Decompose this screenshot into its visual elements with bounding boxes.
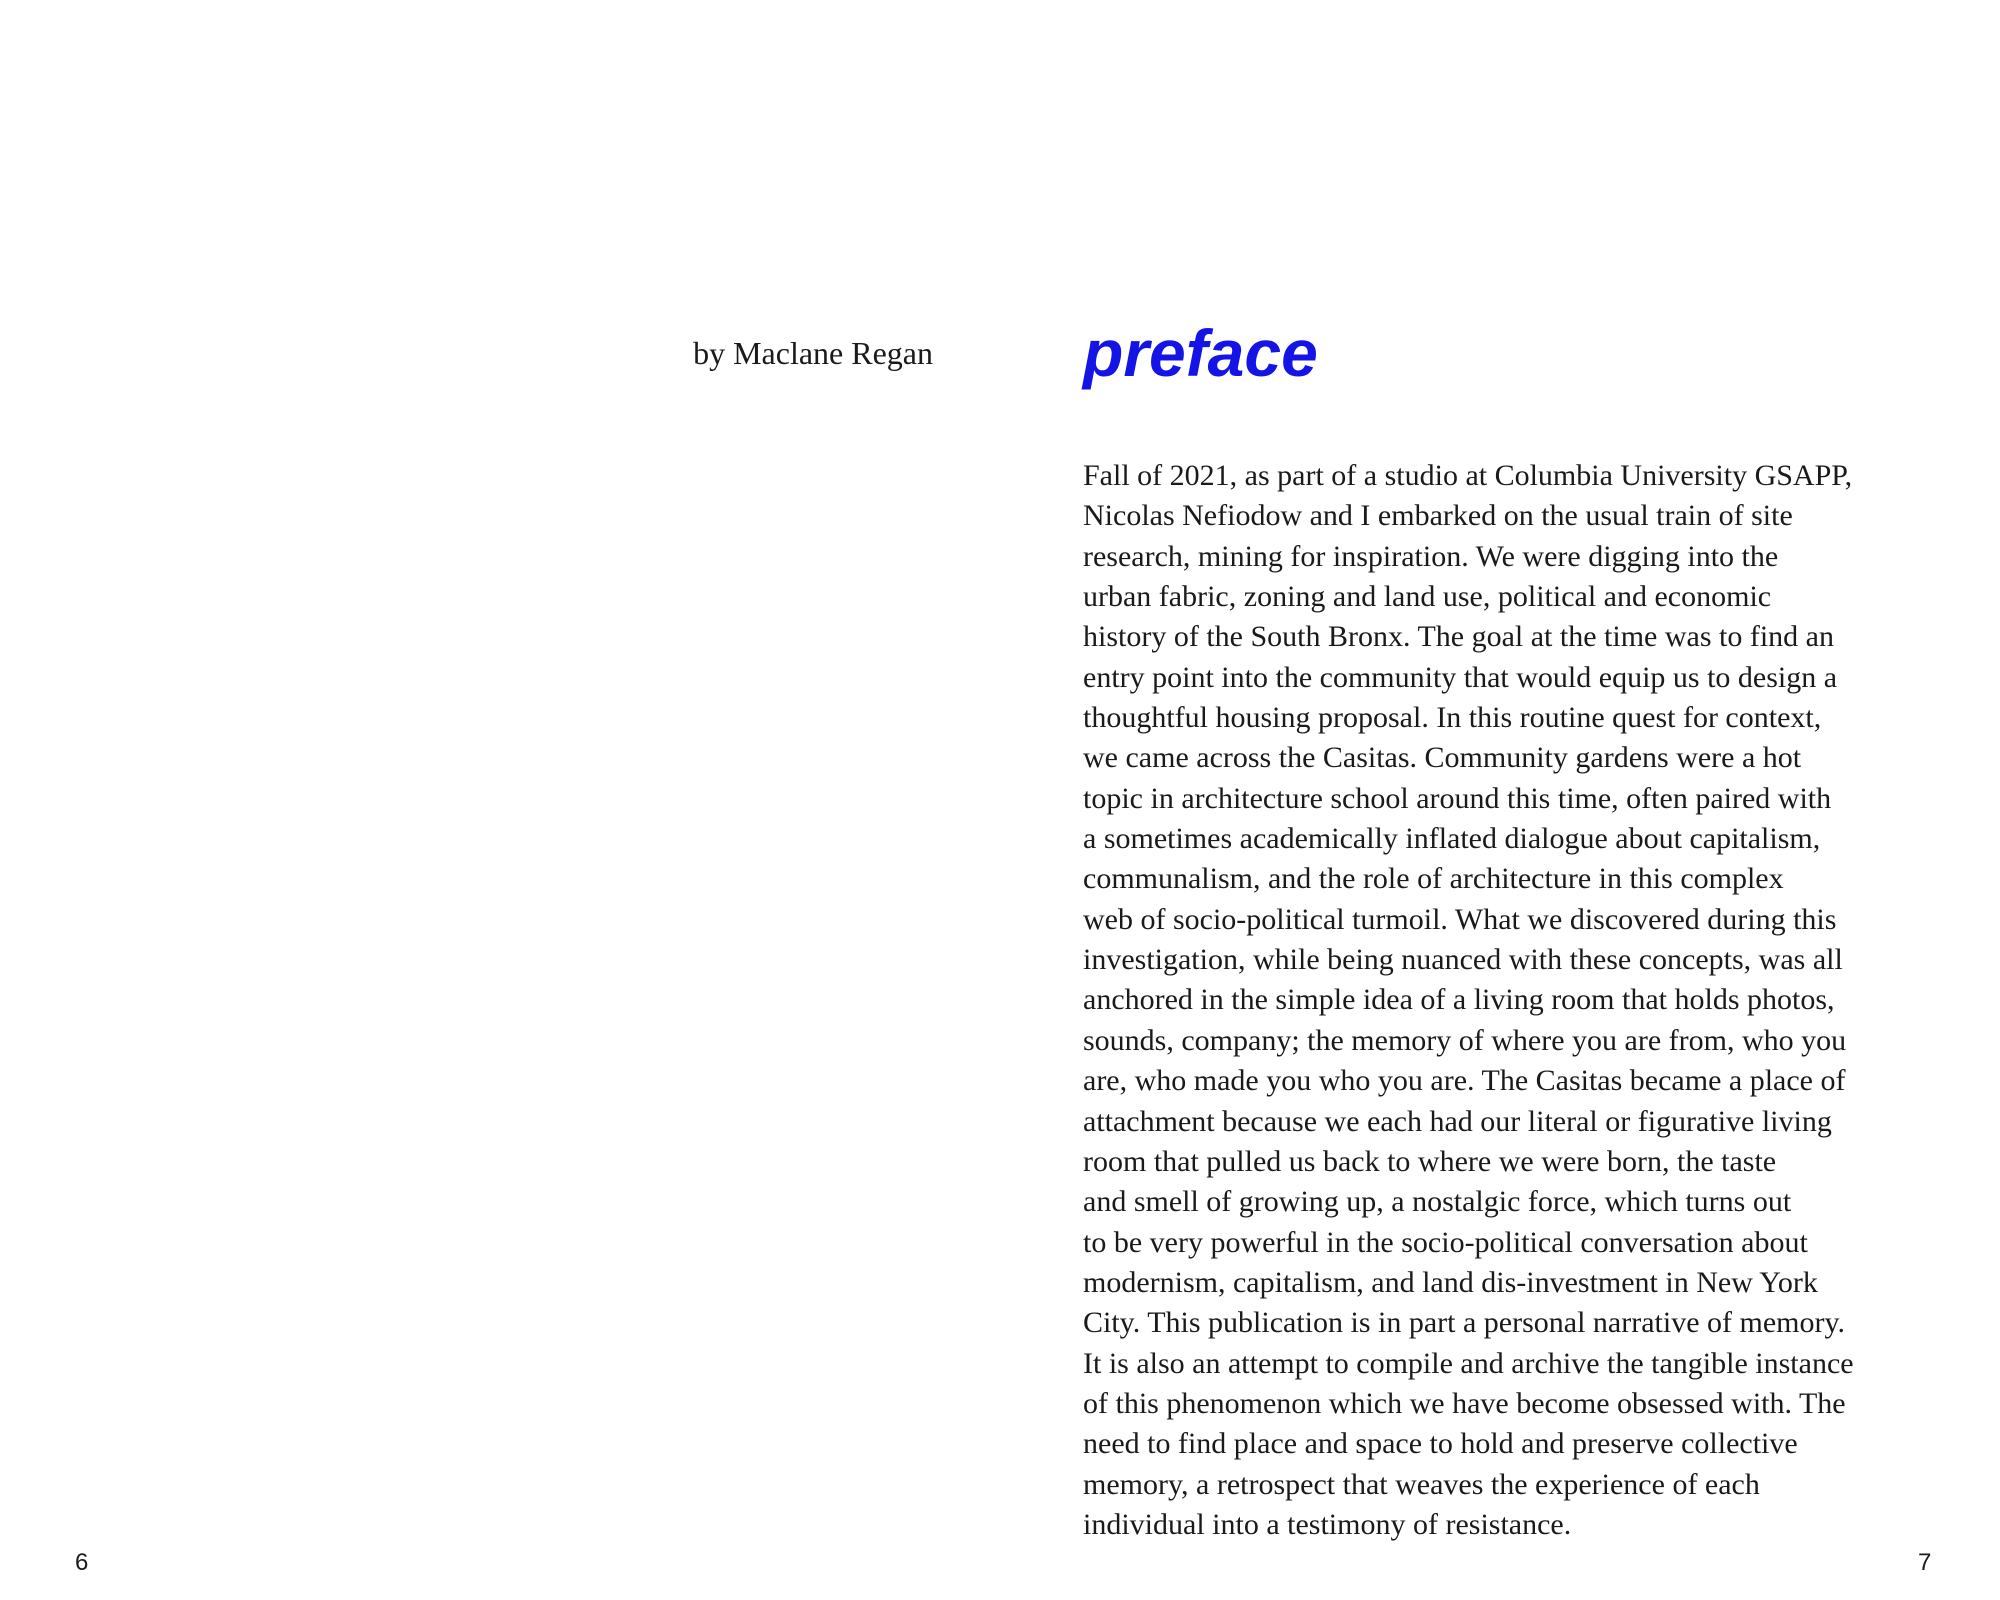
body-line: attachment because we each had our literal or figurative living [1083, 1104, 1832, 1138]
body-line: room that pulled us back to where we were born, the taste [1083, 1144, 1777, 1178]
body-line: thoughtful housing proposal. In this routine quest for context, [1083, 701, 1822, 735]
body-line: anchored in the simple idea of a living room that holds photos, [1083, 983, 1835, 1017]
author-byline: by Maclane Regan [693, 335, 933, 371]
body-line: modernism, capitalism, and land dis-investment in New York [1083, 1265, 1818, 1299]
body-line: It is also an attempt to compile and archive the tangible instance [1083, 1346, 1854, 1380]
page-title: preface [1083, 316, 1318, 390]
body-line: entry point into the community that would equip us to design a [1083, 660, 1838, 694]
body-line: memory, a retrospect that weaves the experience of each [1083, 1467, 1760, 1501]
body-line: topic in architecture school around this time, often paired with [1083, 781, 1832, 815]
body-line: communalism, and the role of architecture in this complex [1083, 862, 1784, 896]
body-line: Nicolas Nefiodow and I embarked on the usual train of site [1083, 499, 1793, 533]
body-line: a sometimes academically inflated dialogue about capitalism, [1083, 822, 1821, 856]
body-line: and smell of growing up, a nostalgic force, which turns out [1083, 1185, 1792, 1219]
body-line: sounds, company; the memory of where you are from, who you [1083, 1023, 1847, 1057]
body-line: need to find place and space to hold and preserve collective [1083, 1427, 1798, 1461]
body-line: of this phenomenon which we have become obsessed with. The [1083, 1386, 1846, 1420]
body-line: to be very powerful in the socio-political conversation about [1083, 1225, 1808, 1259]
body-line: we came across the Casitas. Community gardens were a hot [1083, 741, 1802, 775]
body-line: history of the South Bronx. The goal at the time was to find an [1083, 620, 1834, 654]
body-line: research, mining for inspiration. We were digging into the [1083, 539, 1779, 573]
page-number-right: 7 [1918, 1549, 1932, 1576]
body-line: web of socio-political turmoil. What we discovered during this [1083, 902, 1837, 936]
body-line: investigation, while being nuanced with these concepts, was all [1083, 943, 1843, 977]
body-line: urban fabric, zoning and land use, political and economic [1083, 580, 1772, 614]
preface-body [1083, 456, 1854, 1545]
body-line: City. This publication is in part a personal narrative of memory. [1083, 1306, 1846, 1340]
body-line: are, who made you who you are. The Casitas became a place of [1083, 1064, 1846, 1098]
body-line: Fall of 2021, as part of a studio at Columbia University GSAPP, [1083, 459, 1853, 492]
page-number-left: 6 [75, 1549, 89, 1576]
body-line: individual into a testimony of resistance. [1083, 1507, 1572, 1541]
